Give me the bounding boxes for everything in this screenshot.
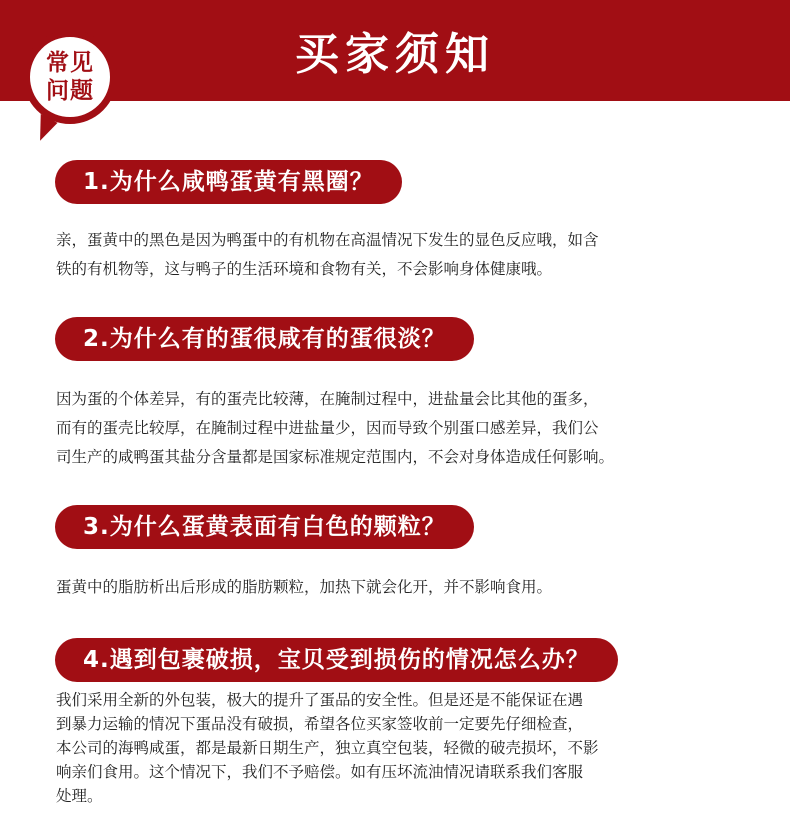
faq-answer-2-line-2: 而有的蛋壳比较厚，在腌制过程中进盐量少，因而导致个别蛋口感差异，我们公 [56,419,599,437]
faq-answer-4-line-3: 本公司的海鸭咸蛋，都是最新日期生产，独立真空包装，轻微的破壳损坏，不影 [56,739,599,757]
faq-answer-4 [56,688,776,808]
faq-answer-4-line-1: 我们采用全新的外包装，极大的提升了蛋品的安全性。但是还是不能保证在遇 [56,691,584,709]
faq-badge [23,30,117,124]
faq-answer-1 [56,226,776,284]
faq-question-3: 3.为什么蛋黄表面有白色的颗粒？ [55,505,474,549]
faq-answer-2-line-1: 因为蛋的个体差异，有的蛋壳比较薄，在腌制过程中，进盐量会比其他的蛋多， [56,390,599,408]
faq-badge-line-2: 问题 [46,78,94,104]
faq-answer-1-line-2: 铁的有机物等，这与鸭子的生活环境和食物有关，不会影响身体健康哦。 [56,260,553,278]
faq-answer-4-line-5: 处理。 [56,787,103,805]
faq-badge-line-1: 常见 [46,50,94,76]
faq-question-4: 4.遇到包裹破损，宝贝受到损伤的情况怎么办？ [55,638,618,682]
faq-answer-1-line-1: 亲，蛋黄中的黑色是因为鸭蛋中的有机物在高温情况下发生的显色反应哦，如含 [56,231,599,249]
faq-answer-2-line-3: 司生产的咸鸭蛋其盐分含量都是国家标准规定范围内，不会对身体造成任何影响。 [56,448,615,466]
header-banner [0,0,790,101]
faq-question-2: 2.为什么有的蛋很咸有的蛋很淡？ [55,317,474,361]
faq-answer-2 [56,385,776,472]
faq-answer-4-line-4: 响亲们食用。这个情况下，我们不予赔偿。如有压坏流油情况请联系我们客服 [56,763,584,781]
faq-answer-3 [56,573,776,602]
faq-question-1: 1.为什么咸鸭蛋黄有黑圈？ [55,160,402,204]
page-title: 买家须知 [295,29,495,80]
faq-badge-label [30,49,110,105]
faq-answer-3-line-1: 蛋黄中的脂肪析出后形成的脂肪颗粒，加热下就会化开，并不影响食用。 [56,578,553,596]
faq-answer-4-line-2: 到暴力运输的情况下蛋品没有破损，希望各位买家签收前一定要先仔细检查， [56,715,584,733]
